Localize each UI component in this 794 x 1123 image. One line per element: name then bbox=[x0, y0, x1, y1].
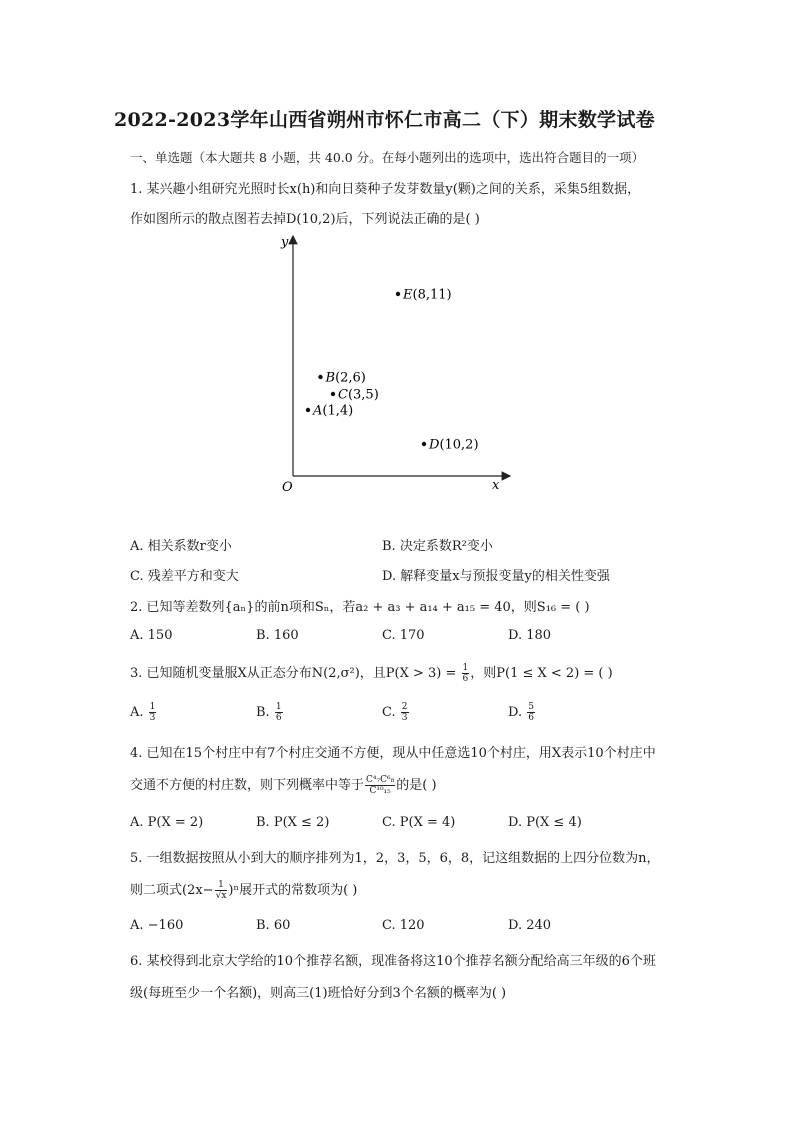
question-3-option-d[interactable]: D. $\frac{5}{6}$ bbox=[508, 702, 534, 723]
question-3-option-b[interactable]: B. $\frac{1}{6}$ bbox=[256, 702, 282, 723]
question-6-line-2: 级(每班至少一个名额)，则高三(1)班恰好分到3个名额的概率为( ) bbox=[130, 986, 507, 1001]
scatter-label-c: C(3,5) bbox=[338, 387, 379, 403]
question-3-stem-a: 3. 已知随机变量服X从正态分布N(2,σ²)，且P(X > 3) = bbox=[130, 666, 461, 681]
question-1-option-c[interactable]: C. 残差平方和变大 bbox=[130, 569, 239, 584]
question-2-stem: 2. 已知等差数列{aₙ}的前n项和Sₙ，若a₂ + a₃ + a₁₄ + a₁₅ = 40，则S₁₆ = ( ) bbox=[130, 600, 590, 615]
scatter-point-b bbox=[318, 375, 322, 379]
question-5-line-2: 则二项式(2x− $\frac{1}{√x}$ )ⁿ展开式的常数项为( ) bbox=[130, 880, 358, 901]
scatter-label-b: B(2,6) bbox=[325, 370, 366, 386]
question-5-line-1: 5. 一组数据按照从小到大的顺序排列为1，2，3，5，6，8，记这组数据的上四分位数为n， bbox=[130, 851, 660, 866]
question-4-option-d[interactable]: D. P(X ≤ 4) bbox=[508, 815, 582, 830]
question-3-fraction: $\frac{1}{6}$ bbox=[462, 663, 469, 684]
question-4-line-2: 交通不方便的村庄数，则下列概率中等于 $\frac{\text{C⁴₇C⁶₈}}{\text{C¹⁰₁₅}}$ 的是( ) bbox=[130, 775, 437, 796]
scatter-point-d bbox=[422, 442, 426, 446]
question-5-fraction: $\frac{1}{√x}$ bbox=[215, 880, 227, 901]
question-1-line-2: 作如图所示的散点图若去掉D(10,2)后，下列说法正确的是( ) bbox=[130, 212, 480, 227]
question-3-option-c[interactable]: C. $\frac{2}{3}$ bbox=[382, 702, 408, 723]
x-axis-label: x bbox=[492, 478, 500, 493]
question-1-line-1: 1. 某兴趣小组研究光照时长x(h)和向日葵种子发芽数量y(颗)之间的关系，采集5组数据， bbox=[130, 182, 641, 197]
question-2-option-a[interactable]: A. 150 bbox=[130, 628, 173, 643]
page-title: 2022-2023学年山西省朔州市怀仁市高二（下）期末数学试卷 bbox=[114, 109, 655, 131]
scatter-label-e: E(8,11) bbox=[403, 287, 452, 303]
question-3-stem-b: ，则P(1 ≤ X < 2) = ( ) bbox=[470, 666, 613, 681]
question-3-stem bbox=[130, 662, 613, 684]
question-2-option-b[interactable]: B. 160 bbox=[256, 628, 299, 643]
question-5-option-b[interactable]: B. 60 bbox=[256, 918, 291, 933]
y-axis-label: y bbox=[281, 235, 289, 250]
scatter-label-d: D(10,2) bbox=[429, 437, 479, 453]
question-3-option-a[interactable]: A. $\frac{1}{3}$ bbox=[130, 702, 156, 723]
question-6-line-1: 6. 某校得到北京大学给的10个推荐名额，现准备将这10个推荐名额分配给高三年级的6个班 bbox=[130, 954, 656, 969]
question-2-option-c[interactable]: C. 170 bbox=[382, 628, 425, 643]
question-4-option-c[interactable]: C. P(X = 4) bbox=[382, 815, 456, 830]
question-1-option-d[interactable]: D. 解释变量x与预报变量y的相关性变强 bbox=[382, 569, 610, 584]
question-1-option-b[interactable]: B. 决定系数R²变小 bbox=[382, 539, 493, 554]
section-heading: 一、单选题（本大题共 8 小题，共 40.0 分。在每小题列出的选项中，选出符合题目的一项） bbox=[130, 150, 645, 165]
question-5-option-d[interactable]: D. 240 bbox=[508, 918, 552, 933]
scatter-label-a: A(1,4) bbox=[313, 403, 354, 419]
question-4-option-b[interactable]: B. P(X ≤ 2) bbox=[256, 815, 330, 830]
question-5-option-a[interactable]: A. −160 bbox=[130, 918, 184, 933]
question-4-line-1: 4. 已知在15个村庄中有7个村庄交通不方便，现从中任意选10个村庄，用X表示10个村庄中 bbox=[130, 746, 656, 761]
question-4-fraction: $\frac{\text{C⁴₇C⁶₈}}{\text{C¹⁰₁₅}}$ bbox=[366, 775, 395, 796]
question-2-option-d[interactable]: D. 180 bbox=[508, 628, 552, 643]
question-4-option-a[interactable]: A. P(X = 2) bbox=[130, 815, 204, 830]
scatter-point-c bbox=[331, 392, 335, 396]
scatter-point-a bbox=[306, 408, 310, 412]
scatter-point-e bbox=[396, 292, 400, 296]
origin-label: O bbox=[282, 480, 293, 495]
question-5-option-c[interactable]: C. 120 bbox=[382, 918, 425, 933]
question-1-option-a[interactable]: A. 相关系数r变小 bbox=[130, 539, 232, 554]
